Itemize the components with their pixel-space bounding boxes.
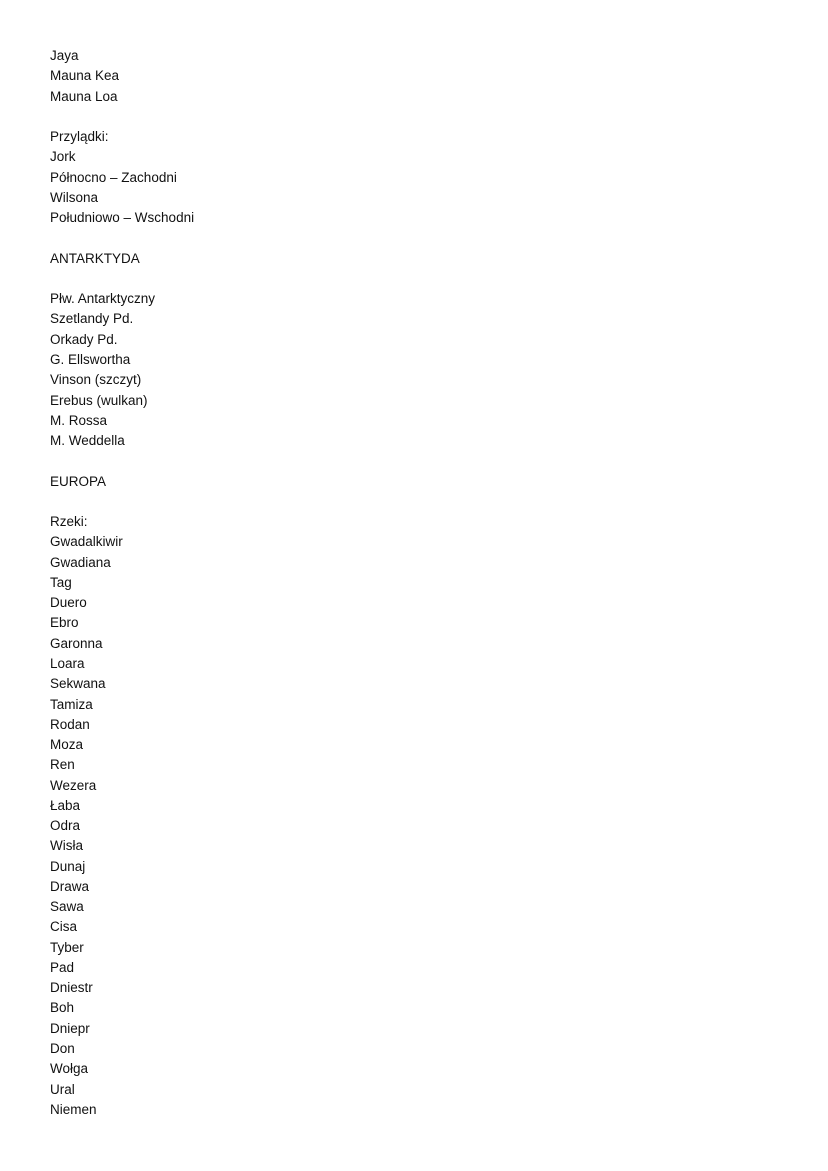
- spacer: [50, 451, 790, 471]
- rivers-heading: Rzeki:: [50, 514, 88, 530]
- list-item: Loara: [50, 655, 85, 671]
- spacer: [50, 492, 790, 512]
- mountains-list: [50, 46, 790, 107]
- list-item: Wołga: [50, 1061, 89, 1077]
- list-item: Sawa: [50, 899, 84, 915]
- list-item: M. Rossa: [50, 412, 108, 428]
- list-item: Vinson (szczyt): [50, 372, 142, 388]
- list-item: Wezera: [50, 777, 97, 793]
- list-item: Niemen: [50, 1101, 97, 1117]
- antarctica-heading: ANTARKTYDA: [50, 250, 140, 266]
- capes-heading: Przylądki:: [50, 129, 109, 145]
- list-item: Jaya: [50, 48, 79, 63]
- europe-heading: EUROPA: [50, 473, 107, 489]
- list-item: Tag: [50, 574, 72, 590]
- antarctica-list: [50, 289, 790, 451]
- list-item: Moza: [50, 737, 84, 753]
- list-item: Garonna: [50, 635, 103, 651]
- list-item: Gwadiana: [50, 554, 111, 570]
- list-item: Łaba: [50, 797, 81, 813]
- list-item: Don: [50, 1041, 75, 1057]
- list-item: Gwadalkiwir: [50, 534, 123, 550]
- list-item: Płw. Antarktyczny: [50, 291, 156, 307]
- list-item: Boh: [50, 1000, 75, 1016]
- list-item: Duero: [50, 595, 87, 611]
- list-item: Odra: [50, 818, 81, 834]
- list-item: Wisła: [50, 838, 83, 854]
- list-item: Tyber: [50, 939, 84, 955]
- list-item: Erebus (wulkan): [50, 392, 148, 408]
- list-item: Ren: [50, 757, 75, 773]
- capes-list: [50, 147, 790, 228]
- list-item: Południowo – Wschodni: [50, 210, 195, 226]
- list-item: Północno – Zachodni: [50, 169, 177, 185]
- spacer: [50, 107, 790, 127]
- list-item: M. Weddella: [50, 433, 125, 449]
- list-item: Dniepr: [50, 1020, 90, 1036]
- list-item: Wilsona: [50, 189, 99, 205]
- list-item: Pad: [50, 959, 75, 975]
- list-item: Cisa: [50, 919, 78, 935]
- list-item: G. Ellswortha: [50, 351, 131, 367]
- list-item: Drawa: [50, 878, 90, 894]
- list-item: Tamiza: [50, 696, 93, 712]
- spacer: [50, 228, 790, 248]
- list-item: Jork: [50, 149, 76, 165]
- list-item: Dunaj: [50, 858, 86, 874]
- list-item: Ebro: [50, 615, 79, 631]
- list-item: Orkady Pd.: [50, 331, 118, 347]
- list-item: Mauna Loa: [50, 88, 118, 104]
- list-item: Rodan: [50, 716, 90, 732]
- list-item: Szetlandy Pd.: [50, 311, 134, 327]
- list-item: Mauna Kea: [50, 68, 120, 84]
- list-item: Sekwana: [50, 676, 106, 692]
- document-page: [50, 46, 790, 1120]
- rivers-list: [50, 532, 790, 1120]
- spacer: [50, 269, 790, 289]
- list-item: Ural: [50, 1081, 75, 1097]
- list-item: Dniestr: [50, 980, 93, 996]
